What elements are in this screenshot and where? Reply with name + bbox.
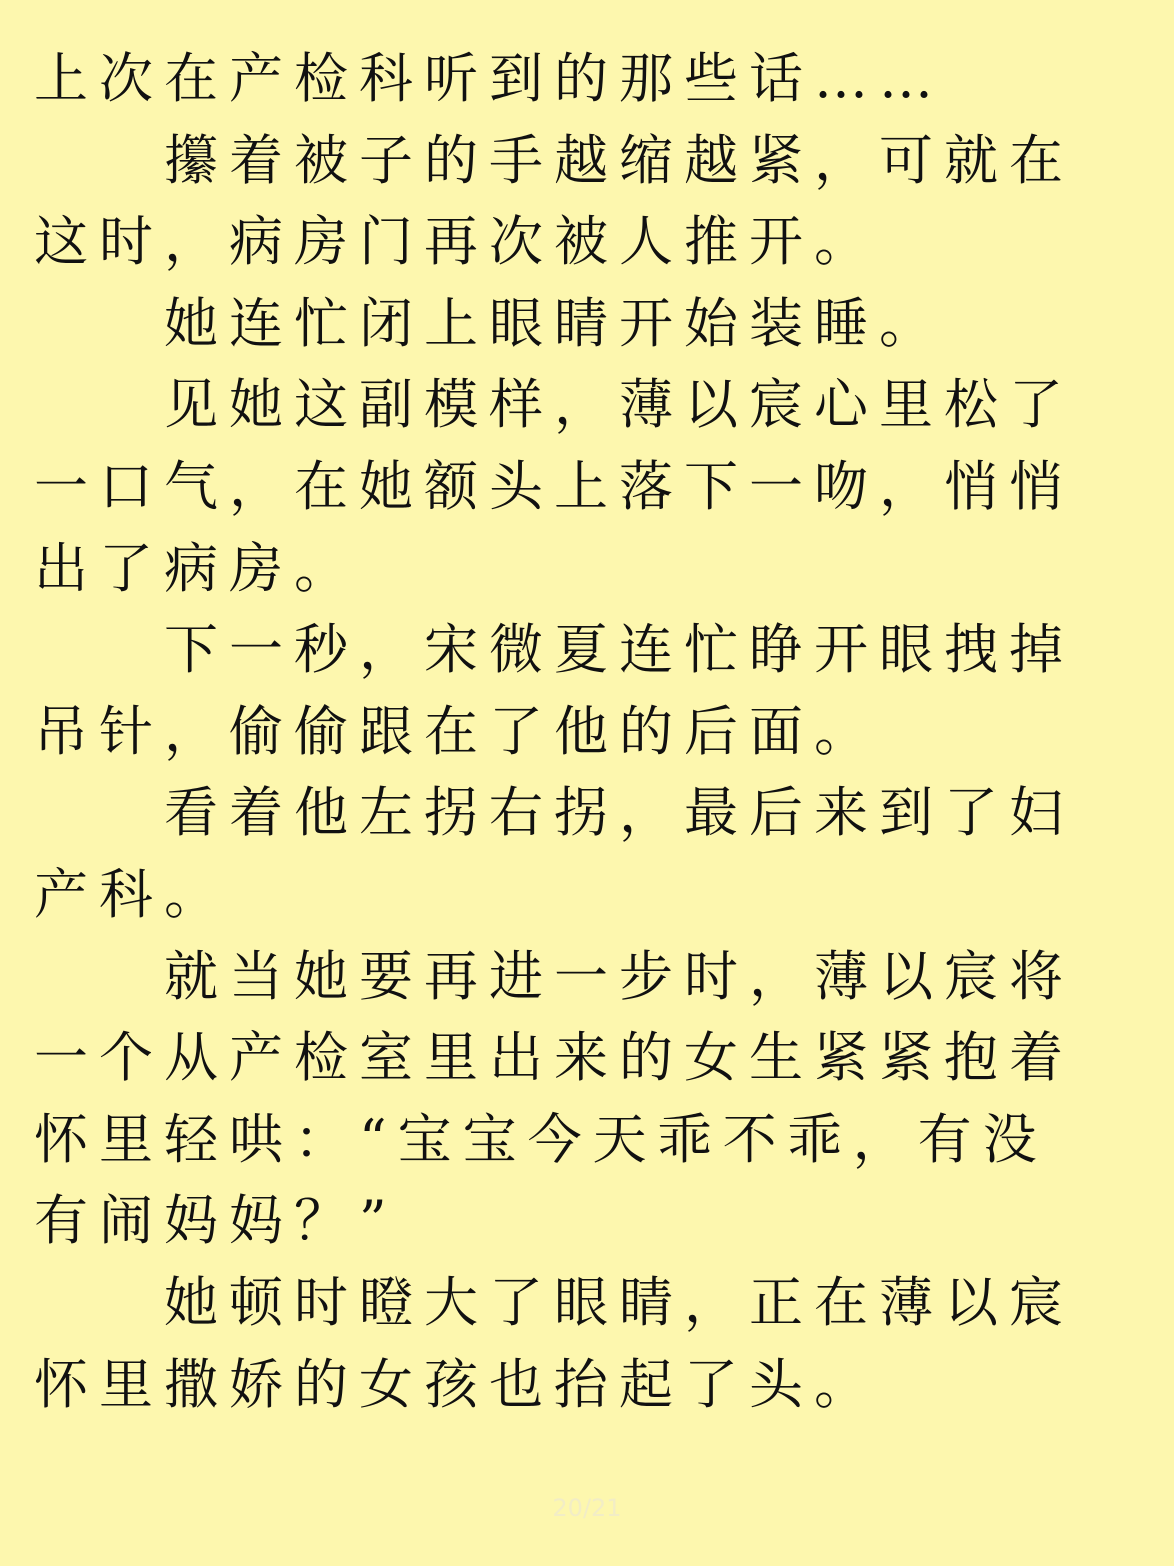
text-line: 下一秒，宋微夏连忙睁开眼拽掉 — [164, 618, 1074, 682]
text-line: 见她这副模样，薄以宸心里松了 — [164, 373, 1074, 437]
text-line: 这时，病房门再次被人推开。 — [34, 210, 879, 274]
text-line: 她顿时瞪大了眼睛，正在薄以宸 — [164, 1270, 1074, 1334]
story-text — [34, 38, 1094, 1425]
page-counter: 20/21 — [552, 1494, 622, 1522]
text-line: 她连忙闭上眼睛开始装睡。 — [164, 291, 944, 355]
text-line: 怀里轻哄：“宝宝今天乖不乖，有没 — [34, 1107, 1048, 1171]
text-line: 怀里撒娇的女孩也抬起了头。 — [34, 1352, 879, 1416]
text-line: 就当她要再进一步时，薄以宸将 — [164, 944, 1074, 1008]
text-line: 上次在产检科听到的那些话…… — [34, 47, 944, 110]
text-line: 有闹妈妈？” — [34, 1189, 398, 1253]
text-line: 产科。 — [34, 862, 229, 926]
text-line: 一口气，在她额头上落下一吻，悄悄 — [34, 454, 1074, 518]
text-line: 出了病房。 — [34, 536, 359, 600]
text-line: 一个从产检室里出来的女生紧紧抱着 — [34, 1026, 1074, 1090]
text-line: 攥着被子的手越缩越紧，可就在 — [164, 128, 1074, 192]
text-line: 吊针，偷偷跟在了他的后面。 — [34, 699, 879, 763]
text-line: 看着他左拐右拐，最后来到了妇 — [164, 781, 1074, 845]
